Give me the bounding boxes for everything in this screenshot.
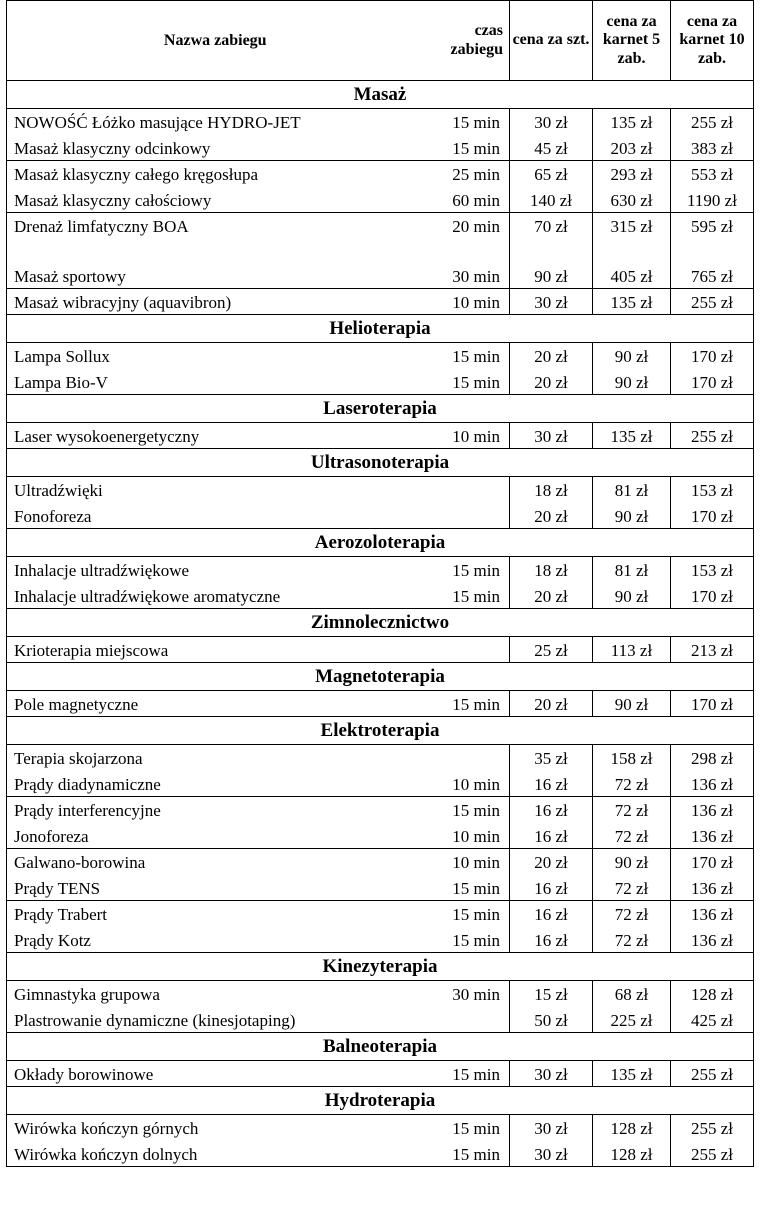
treatment-name: Gimnastyka grupowa — [7, 981, 424, 1007]
treatment-time — [424, 477, 510, 503]
table-row — [7, 927, 754, 953]
price-single: 45 zł — [510, 135, 593, 161]
section-title: Balneoterapia — [7, 1033, 754, 1061]
section-title: Helioterapia — [7, 315, 754, 343]
price-single: 20 zł — [510, 849, 593, 875]
price-single: 16 zł — [510, 823, 593, 849]
price-10-sessions: 255 zł — [671, 1061, 754, 1087]
price-10-sessions: 153 zł — [671, 477, 754, 503]
price-10-sessions: 136 zł — [671, 823, 754, 849]
treatment-name: Wirówka kończyn górnych — [7, 1115, 424, 1141]
treatment-time: 15 min — [424, 583, 510, 609]
section-header-row — [7, 395, 754, 423]
treatment-name: Drenaż limfatyczny BOA — [7, 213, 424, 263]
table-row — [7, 503, 754, 529]
treatment-time: 15 min — [424, 875, 510, 901]
treatment-time: 10 min — [452, 853, 500, 872]
price-single: 15 zł — [510, 981, 593, 1007]
price-10-sessions: 170 zł — [671, 503, 754, 529]
treatment-name: Ultradźwięki — [7, 477, 424, 503]
treatment-name: NOWOŚĆ Łóżko masujące HYDRO-JET — [7, 109, 424, 135]
price-single: 140 zł — [510, 187, 593, 213]
table-row — [7, 161, 754, 187]
price-single: 30 zł — [510, 289, 593, 315]
price-10-sessions: 170 zł — [671, 369, 754, 395]
table-row — [7, 1007, 754, 1033]
treatment-time: 15 min — [424, 369, 510, 395]
table-row — [7, 1061, 754, 1087]
price-10-sessions: 1190 zł — [671, 187, 754, 213]
treatment-time: 10 min — [424, 771, 510, 797]
price-10-sessions: 170 zł — [671, 583, 754, 609]
section-header-row — [7, 81, 754, 109]
table-row — [7, 583, 754, 609]
table-row — [7, 771, 754, 797]
price-10-sessions: 595 zł — [671, 213, 754, 263]
treatment-time: 25 min — [452, 165, 500, 184]
price-10-sessions: 255 zł — [671, 289, 754, 315]
section-header-row — [7, 953, 754, 981]
price-10-sessions: 170 zł — [671, 849, 754, 875]
price-single: 20 zł — [510, 691, 593, 717]
treatment-time: 15 min — [424, 927, 510, 953]
table-row — [7, 981, 754, 1007]
table-row — [7, 423, 754, 449]
header-price-5: cena za karnet 5 zab. — [593, 1, 671, 81]
treatment-time: 10 min — [424, 289, 510, 315]
price-10-sessions: 425 zł — [671, 1007, 754, 1033]
price-5-sessions: 72 zł — [593, 823, 671, 849]
price-5-sessions: 90 zł — [593, 503, 671, 529]
treatment-name: Lampa Sollux — [7, 343, 424, 369]
header-price-single: cena za szt. — [510, 1, 593, 81]
treatment-name: Prądy Trabert — [7, 901, 424, 927]
section-title: Kinezyterapia — [7, 953, 754, 981]
price-5-sessions: 90 zł — [593, 691, 671, 717]
price-10-sessions: 136 zł — [671, 927, 754, 953]
price-5-sessions: 135 zł — [593, 1061, 671, 1087]
treatment-time: 10 min — [424, 823, 510, 849]
treatment-name: Krioterapia miejscowa — [7, 637, 424, 663]
table-row — [7, 901, 754, 927]
table-row — [7, 213, 754, 263]
price-single: 16 zł — [510, 927, 593, 953]
price-10-sessions: 136 zł — [671, 771, 754, 797]
header-name: Nazwa zabiegu — [7, 1, 424, 81]
table-row — [7, 263, 754, 289]
header-price-10: cena za karnet 10 zab. — [671, 1, 754, 81]
treatment-time: 10 min — [424, 423, 510, 449]
treatment-name: Masaż klasyczny całego kręgosłupa — [7, 161, 424, 187]
treatment-name: Prądy interferencyjne — [7, 797, 424, 823]
price-5-sessions: 128 zł — [593, 1141, 671, 1167]
price-single: 65 zł — [510, 161, 593, 187]
price-single: 25 zł — [510, 637, 593, 663]
treatment-time — [424, 503, 510, 529]
section-header-row — [7, 315, 754, 343]
section-title: Magnetoterapia — [7, 663, 754, 691]
section-header-row — [7, 609, 754, 637]
price-5-sessions: 113 zł — [593, 637, 671, 663]
price-10-sessions: 170 zł — [671, 691, 754, 717]
table-body — [7, 81, 754, 1167]
price-5-sessions: 315 zł — [593, 213, 671, 263]
price-single: 18 zł — [510, 477, 593, 503]
section-header-row — [7, 1087, 754, 1115]
treatment-name: Lampa Bio-V — [7, 369, 424, 395]
price-5-sessions: 72 zł — [593, 875, 671, 901]
price-10-sessions: 255 zł — [671, 109, 754, 135]
price-5-sessions: 203 zł — [593, 135, 671, 161]
treatment-name: Prądy Kotz — [7, 927, 424, 953]
price-single: 30 zł — [510, 1061, 593, 1087]
price-single: 35 zł — [510, 745, 593, 771]
section-title: Zimnolecznictwo — [7, 609, 754, 637]
price-10-sessions: 128 zł — [671, 981, 754, 1007]
price-single: 30 zł — [510, 1115, 593, 1141]
table-row — [7, 369, 754, 395]
section-header-row — [7, 1033, 754, 1061]
price-single: 20 zł — [510, 503, 593, 529]
price-5-sessions: 81 zł — [593, 557, 671, 583]
header-time: czas zabiegu — [424, 1, 510, 81]
treatment-name: Plastrowanie dynamiczne (kinesjotaping) — [7, 1007, 424, 1033]
price-5-sessions: 68 zł — [593, 981, 671, 1007]
price-5-sessions: 135 zł — [593, 423, 671, 449]
treatment-name: Prądy diadynamiczne — [7, 771, 424, 797]
treatment-time: 60 min — [424, 187, 510, 213]
treatment-name: Fonoforeza — [7, 503, 424, 529]
price-5-sessions: 72 zł — [593, 927, 671, 953]
price-single: 20 zł — [510, 369, 593, 395]
treatment-time — [424, 1007, 510, 1033]
price-5-sessions: 135 zł — [593, 289, 671, 315]
price-single: 16 zł — [510, 797, 593, 823]
treatment-name: Wirówka kończyn dolnych — [7, 1141, 424, 1167]
table-row — [7, 289, 754, 315]
treatment-name: Masaż wibracyjny (aquavibron) — [7, 289, 424, 315]
treatment-name: Masaż sportowy — [7, 263, 424, 289]
price-single: 16 zł — [510, 771, 593, 797]
treatment-time: 15 min — [452, 905, 500, 924]
treatment-time: 15 min — [424, 691, 510, 717]
table-row — [7, 637, 754, 663]
table-row — [7, 691, 754, 717]
table-row — [7, 109, 754, 135]
price-5-sessions: 135 zł — [593, 109, 671, 135]
section-title: Hydroterapia — [7, 1087, 754, 1115]
treatment-name: Masaż klasyczny odcinkowy — [7, 135, 424, 161]
treatment-name: Jonoforeza — [7, 823, 424, 849]
price-10-sessions: 213 zł — [671, 637, 754, 663]
price-single: 16 zł — [510, 875, 593, 901]
treatment-time: 15 min — [424, 109, 510, 135]
price-single: 30 zł — [510, 109, 593, 135]
section-header-row — [7, 449, 754, 477]
treatment-name: Okłady borowinowe — [7, 1061, 424, 1087]
treatment-name: Laser wysokoenergetyczny — [7, 423, 424, 449]
price-10-sessions: 136 zł — [671, 875, 754, 901]
price-5-sessions: 225 zł — [593, 1007, 671, 1033]
table-row — [7, 1141, 754, 1167]
table-row — [7, 745, 754, 771]
treatment-time: 15 min — [452, 801, 500, 820]
price-single: 30 zł — [510, 423, 593, 449]
section-title: Laseroterapia — [7, 395, 754, 423]
price-5-sessions: 405 zł — [593, 263, 671, 289]
table-row — [7, 797, 754, 823]
price-10-sessions: 136 zł — [671, 901, 754, 927]
treatment-time — [424, 637, 510, 663]
price-5-sessions: 630 zł — [593, 187, 671, 213]
price-10-sessions: 153 zł — [671, 557, 754, 583]
price-5-sessions: 128 zł — [593, 1115, 671, 1141]
price-5-sessions: 90 zł — [593, 369, 671, 395]
section-title: Aerozoloterapia — [7, 529, 754, 557]
price-single: 30 zł — [510, 1141, 593, 1167]
section-header-row — [7, 529, 754, 557]
price-single: 70 zł — [510, 213, 593, 263]
treatment-name: Pole magnetyczne — [7, 691, 424, 717]
price-5-sessions: 90 zł — [593, 583, 671, 609]
price-10-sessions: 553 zł — [671, 161, 754, 187]
treatment-name: Galwano-borowina — [7, 849, 424, 875]
price-single: 20 zł — [510, 583, 593, 609]
treatment-name: Masaż klasyczny całościowy — [7, 187, 424, 213]
table-row — [7, 477, 754, 503]
price-5-sessions: 293 zł — [593, 161, 671, 187]
table-row — [7, 343, 754, 369]
treatment-time: 30 min — [424, 263, 510, 289]
price-10-sessions: 765 zł — [671, 263, 754, 289]
table-row — [7, 823, 754, 849]
price-single: 18 zł — [510, 557, 593, 583]
table-row — [7, 187, 754, 213]
treatment-time: 15 min — [424, 557, 510, 583]
treatment-time: 15 min — [424, 1061, 510, 1087]
treatment-time: 30 min — [424, 981, 510, 1007]
treatment-time: 15 min — [424, 1141, 510, 1167]
section-header-row — [7, 717, 754, 745]
table-row — [7, 135, 754, 161]
price-single: 50 zł — [510, 1007, 593, 1033]
table-row — [7, 875, 754, 901]
price-5-sessions: 72 zł — [593, 797, 671, 823]
section-header-row — [7, 663, 754, 691]
price-5-sessions: 158 zł — [593, 745, 671, 771]
price-10-sessions: 255 zł — [671, 1141, 754, 1167]
table-row — [7, 849, 754, 875]
section-title: Ultrasonoterapia — [7, 449, 754, 477]
price-10-sessions: 136 zł — [671, 797, 754, 823]
treatment-name: Prądy TENS — [7, 875, 424, 901]
price-5-sessions: 72 zł — [593, 901, 671, 927]
price-10-sessions: 170 zł — [671, 343, 754, 369]
section-title: Elektroterapia — [7, 717, 754, 745]
treatment-time: 15 min — [424, 135, 510, 161]
treatment-name: Inhalacje ultradźwiękowe — [7, 557, 424, 583]
table-row — [7, 557, 754, 583]
price-5-sessions: 72 zł — [593, 771, 671, 797]
price-10-sessions: 255 zł — [671, 423, 754, 449]
price-5-sessions: 90 zł — [593, 849, 671, 875]
treatment-time: 20 min — [452, 217, 500, 236]
treatment-name: Terapia skojarzona — [7, 745, 424, 771]
price-single: 16 zł — [510, 901, 593, 927]
price-10-sessions: 298 zł — [671, 745, 754, 771]
section-title: Masaż — [7, 81, 754, 109]
table-header-row — [7, 1, 754, 81]
table-row — [7, 1115, 754, 1141]
price-single: 20 zł — [510, 343, 593, 369]
treatment-name: Inhalacje ultradźwiękowe aromatyczne — [7, 583, 424, 609]
price-10-sessions: 255 zł — [671, 1115, 754, 1141]
price-10-sessions: 383 zł — [671, 135, 754, 161]
price-single: 90 zł — [510, 263, 593, 289]
treatment-time: 15 min — [424, 343, 510, 369]
treatment-time: 15 min — [424, 1115, 510, 1141]
price-table — [6, 0, 754, 1167]
treatment-time — [424, 745, 510, 771]
price-5-sessions: 90 zł — [593, 343, 671, 369]
price-5-sessions: 81 zł — [593, 477, 671, 503]
